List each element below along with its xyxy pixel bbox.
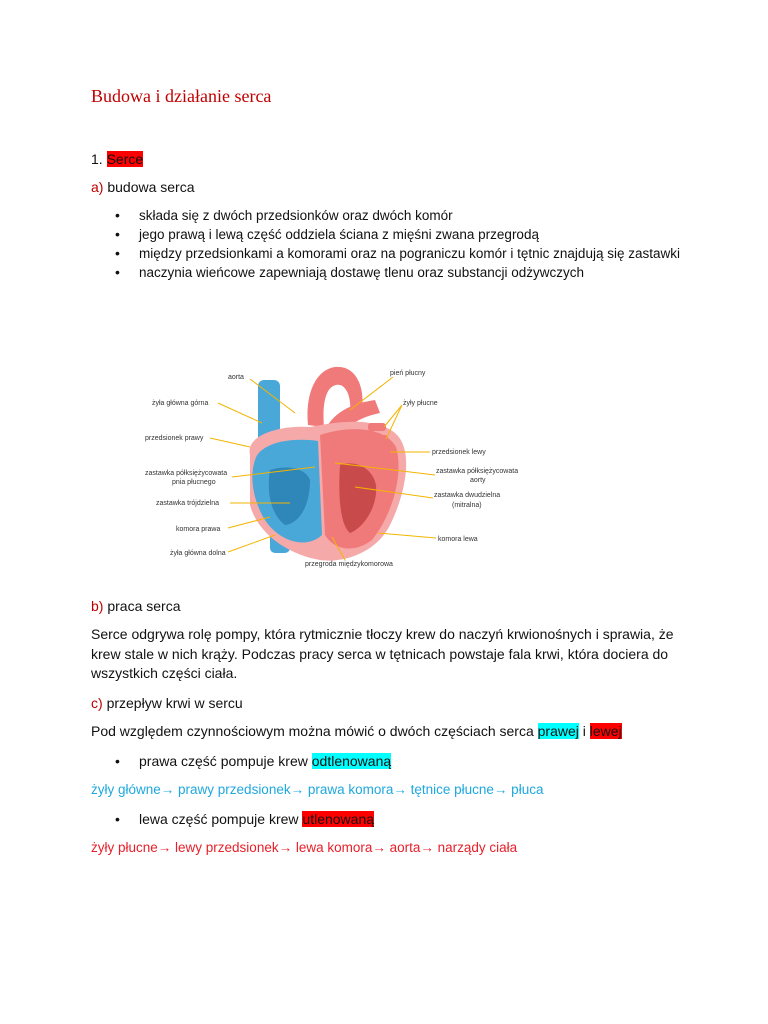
right-part-bullet [91, 752, 391, 771]
label-left-atrium: przedsionek lewy [432, 449, 486, 456]
label-septum: przegroda międzykomorowa [305, 561, 393, 568]
section-heading-1 [91, 150, 143, 169]
subsection-letter: c) [91, 695, 103, 711]
label-superior-vena-cava: żyła główna górna [152, 400, 209, 407]
subsection-b-heading [91, 597, 181, 616]
left-part-highlight: lewej [589, 723, 622, 739]
subsection-label: budowa serca [107, 179, 195, 195]
right-part-highlight: prawej [537, 723, 579, 739]
subsection-letter: a) [91, 179, 104, 195]
bullet-item: • naczynia wieńcowe zapewniają dostawę tlenu oraz substancji odżywczych [91, 263, 691, 282]
oxygenated-highlight: utlenowaną [302, 811, 375, 827]
pulmonary-vein [372, 435, 388, 443]
heart-work-paragraph: Serce odgrywa rolę pompy, która rytmicznie tłoczy krew do naczyń krwionośnych i sprawia, że krew stale w nich krąży. Podczas pracy serca w tętnicach powstaje fala krwi, która dociera do wszystkich części ciała. [91, 626, 674, 681]
subsection-c-heading [91, 694, 243, 713]
functional-parts-text: Pod względem czynnościowym można mówić o dwóch częściach serca [91, 723, 534, 739]
label-mitral-valve-2: (mitralna) [452, 502, 482, 509]
section-label-highlighted: Serce [106, 151, 144, 167]
bullet-item: • składa się z dwóch przedsionków oraz dwóch komór [91, 206, 691, 225]
page-title: Budowa i działanie serca [91, 86, 272, 106]
structure-bullet-list [91, 206, 691, 282]
bullet-item: • jego prawą i lewą część oddziela ściana z mięśni zwana przegrodą [91, 225, 691, 244]
subsection-letter: b) [91, 598, 104, 614]
bullet-item: • między przedsionkami a komorami oraz na pograniczu komór i tętnic znajdują się zastawki [91, 244, 691, 263]
heart-diagram [140, 355, 540, 575]
label-mitral-valve: zastawka dwudzielna [434, 492, 501, 499]
label-aortic-valve-2: aorty [470, 477, 486, 484]
subsection-label: przepływ krwi w sercu [106, 695, 243, 711]
subsection-label: praca serca [107, 598, 181, 614]
label-tricuspid-valve: zastawka trójdzielna [156, 500, 220, 507]
label-pulmonary-veins: żyły płucne [403, 400, 438, 407]
deoxygenated-highlight: odtlenowaną [311, 753, 392, 769]
section-number: 1. [91, 151, 103, 167]
label-right-atrium: przedsionek prawy [145, 435, 204, 442]
left-part-text: lewa część pompuje krew [139, 811, 299, 827]
label-left-ventricle: komora lewa [438, 536, 478, 543]
label-aortic-valve: zastawka półksiężycowata [436, 468, 519, 475]
right-flow-path: żyły główne→ prawy przedsionek→ prawa komora→ tętnice płucne→ płuca [91, 782, 544, 797]
pulmonary-vein [368, 423, 386, 431]
label-right-ventricle: komora prawa [176, 526, 221, 533]
conjunction: i [582, 723, 586, 739]
label-pulmonary-valve-2: pnia płucnego [172, 479, 216, 486]
label-inferior-vena-cava: żyła główna dolna [170, 550, 226, 557]
label-aorta: aorta [228, 374, 244, 381]
left-flow-path: żyły płucne→ lewy przedsionek→ lewa komora→ aorta→ narządy ciała [91, 840, 518, 855]
subsection-a-heading [91, 178, 195, 197]
left-part-bullet [91, 810, 374, 829]
label-pulmonary-trunk: pień płucny [390, 370, 426, 377]
right-part-text: prawa część pompuje krew [139, 753, 308, 769]
label-pulmonary-valve: zastawka półksiężycowata [145, 470, 228, 477]
functional-parts-line [91, 722, 622, 741]
